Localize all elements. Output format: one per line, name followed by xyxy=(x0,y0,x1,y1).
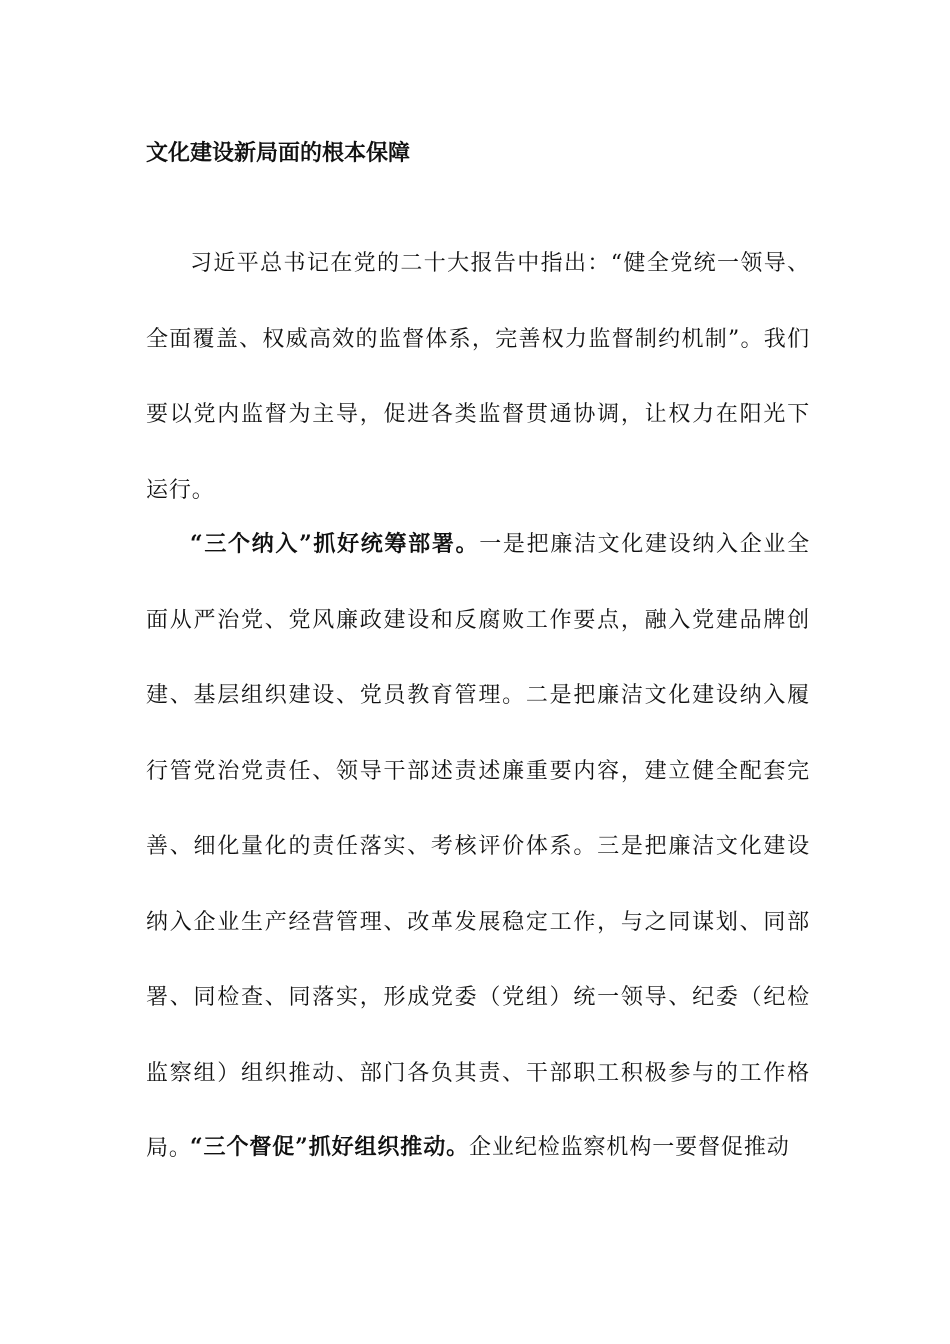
section-heading: 文化建设新局面的根本保障 xyxy=(146,140,411,166)
paragraph-three-inclusions xyxy=(146,507,810,1187)
paragraph-lead: “三个督促”抓好组织推动。 xyxy=(190,1134,470,1160)
paragraph-three-supervisions xyxy=(146,1110,810,1186)
paragraph-text: 习近平总书记在党的二十大报告中指出：“健全党统一领导、全面覆盖、权威高效的监督体系，完善权力监督制约机制”。我们要以党内监督为主导，促进各类监督贯通协调，让权力在阳光下运行。 xyxy=(146,251,810,503)
paragraph-text: 一是把廉洁文化建设纳入企业全面从严治党、党风廉政建设和反腐败工作要点，融入党建品牌创建、基层组织建设、党员教育管理。二是把廉洁文化建设纳入履行管党治党责任、领导干部述责述廉重要内容，建立健全配套完善、细化量化的责任落实、考核评价体系。三是把廉洁文化建设纳入企业生产经营管理、改革发展稳定工作，与之同谋划、同部署、同检查、同落实，形成党委（党组）统一领导、纪委（纪检监察组）组织推动、部门各负其责、干部职工积极参与的工作格局。 xyxy=(146,532,810,1161)
paragraph-text: 企业纪检监察机构一要督促推动 xyxy=(469,1135,790,1160)
paragraph-lead: “三个纳入”抓好统筹部署。 xyxy=(190,531,480,557)
paragraph-intro xyxy=(146,226,810,528)
